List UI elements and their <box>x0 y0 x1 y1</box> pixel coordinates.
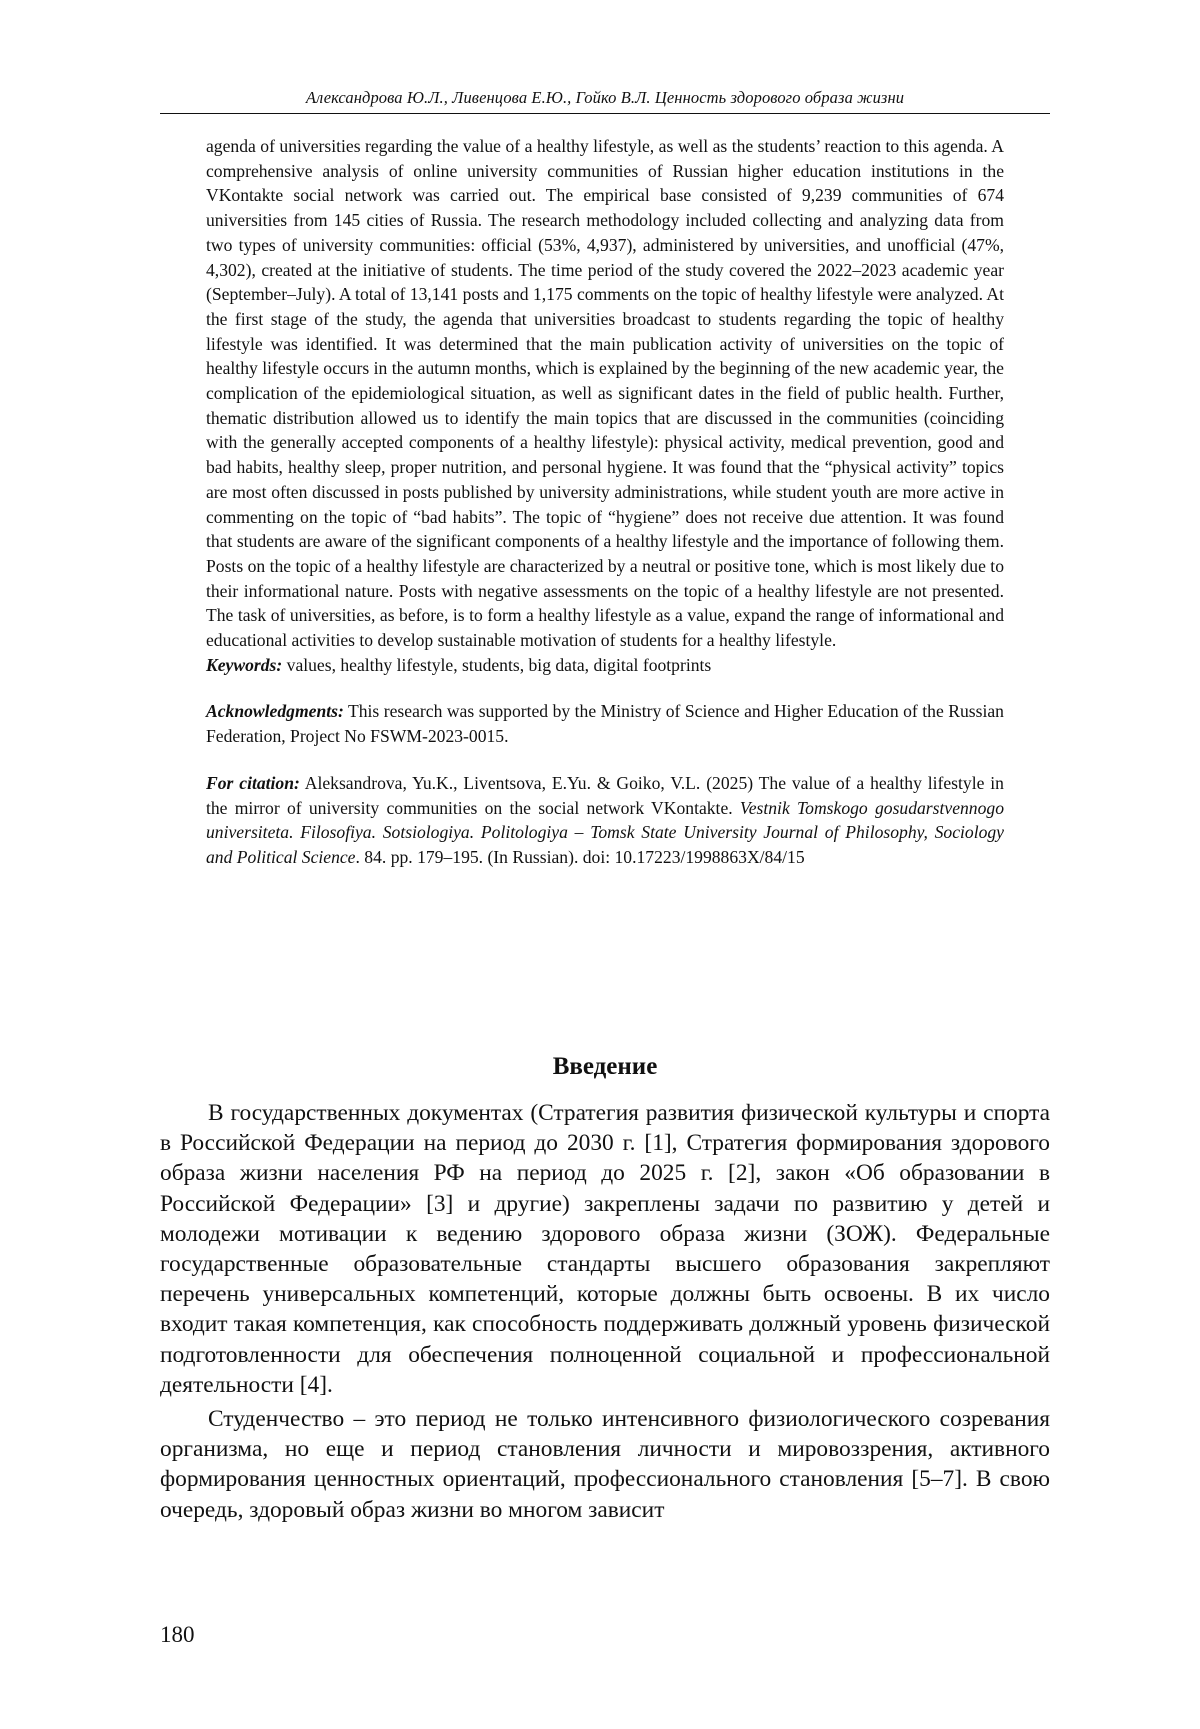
body-paragraph: Студенчество – это период не только интенсивного физиологического созревания организма, но еще и период становления личности и мировоззрения, активного формирования ценностных ориентаций, профессионального становления [5–7]. В свою очередь, здоровый образ жизни во многом зависит <box>160 1406 1050 1523</box>
abstract-block <box>206 134 1004 870</box>
keywords-line <box>206 653 1004 678</box>
section-title: Введение <box>552 1053 658 1080</box>
acknowledgments-text: This research was supported by the Ministry of Science and Higher Education of the Russian Federation, Project No FSWM-2023-0015. <box>206 701 1004 747</box>
page-number: 180 <box>160 1622 195 1647</box>
keywords-label: Keywords: <box>206 654 283 675</box>
citation-tail: . 84. pp. 179–195. (In Russian). doi: 10.17223/1998863X/84/15 <box>355 846 805 867</box>
citation-journal: Vestnik Tomskogo gosudarstvennogo universiteta. Filosofiya. Sotsiologiya. Politologiya – Tomsk State University Journal of Philosophy, Sociology and Political Science <box>206 797 1004 867</box>
body-paragraph: В государственных документах (Стратегия развития физической культуры и спорта в Российской Федерации на период до 2030 г. [1], Стратегия формирования здорового образа жизни населения РФ на период до 2025 г. [2], закон «Об образовании в Российской Федерации» [3] и другие) закреплены задачи по развитию у детей и молодежи мотивации к ведению здорового образа жизни (ЗОЖ). Федеральные государственные образовательные стандарты высшего образования закрепляют перечень универсальных компетенций, которые должны быть освоены. В их число входит такая компетенция, как способность поддерживать должный уровень физической подготовленности для обеспечения полноценной социальной и профессиональной деятельности [4]. <box>160 1100 1050 1398</box>
acknowledgments-line <box>206 699 1004 748</box>
abstract-text: agenda of universities regarding the value of a healthy lifestyle, as well as the students’ reaction to this agenda. A comprehensive analysis of online university communities of Russian higher education institutions in the VKontakte social network was carried out. The empirical base consisted of 9,239 communities of 674 universities from 145 cities of Russia. The research methodology included collecting and analyzing data from two types of university communities: official (53%, 4,937), administered by universities, and unofficial (47%, 4,302), created at the initiative of students. The time period of the study covered the 2022–2023 academic year (September–July). A total of 13,141 posts and 1,175 comments on the topic of healthy lifestyle were analyzed. At the first stage of the study, the agenda that universities broadcast to students regarding the topic of healthy lifestyle was identified. It was determined that the main publication activity of universities on the topic of healthy lifestyle occurs in the autumn months, which is explained by the beginning of the new academic year, the complication of the epidemiological situation, as well as significant dates in the field of public health. Further, thematic distribution allowed us to identify the main topics that are discussed in the communities (coinciding with the generally accepted components of a healthy lifestyle): physical activity, medical prevention, good and bad habits, healthy sleep, proper nutrition, and personal hygiene. It was found that the “physical activity” topics are most often discussed in posts published by university administrations, while student youth are more active in commenting on the topic of “bad habits”. The topic of “hygiene” does not receive due attention. It was found that students are aware of the significant components of a healthy lifestyle and the importance of following them. Posts on the topic of a healthy lifestyle are characterized by a neutral or positive tone, which is most likely due to their informational nature. Posts with negative assessments on the topic of a healthy lifestyle are not presented. The task of universities, as before, is to form a healthy lifestyle as a value, expand the range of informational and educational activities to develop sustainable motivation of students for a healthy lifestyle. <box>206 136 1004 651</box>
citation-text: Aleksandrova, Yu.K., Liventsova, E.Yu. & Goiko, V.L. (2025) The value of a healthy lifestyle in the mirror of university communities on the social network VKontakte. <box>206 772 1004 818</box>
header-rule <box>160 113 1050 114</box>
keywords-value: values, healthy lifestyle, students, big data, digital footprints <box>286 654 712 675</box>
citation-label: For citation: <box>206 772 300 793</box>
body-text <box>160 1098 1050 1529</box>
citation-line <box>206 771 1004 870</box>
running-head: Александрова Ю.Л., Ливенцова Е.Ю., Гойко В.Л. Ценность здорового образа жизни <box>305 88 905 107</box>
acknowledgments-label: Acknowledgments: <box>206 701 344 722</box>
